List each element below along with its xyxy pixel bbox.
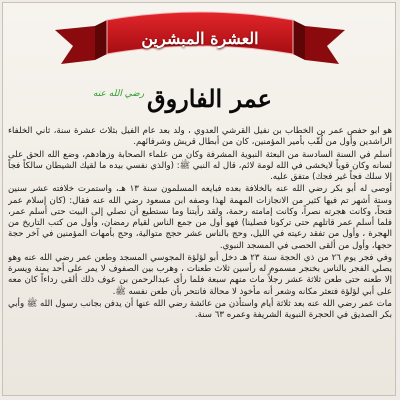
paragraph: هو أبو حفص عمر بن الخطاب بن نفيل القرشي العدوي ، ولد بعد عام الفيل بثلاث عشرة سنة، ثاني الخلفاء الراشدين وأول من لُقّب بأمير المؤمنين، كان من أبطال قريش وشرفائهم.: [8, 126, 392, 148]
honorific-text: رضي الله عنه: [93, 89, 145, 99]
paragraph: مات عمر رضي الله عنه بعد ثلاثة أيام واستأذن من عائشة رضي الله عنها أن يدفن بجانب رسول الله ﷺ وأبي بكر الصديق في الحجرة النبوية الشريفة وعمره ٦٣ سنة.: [8, 298, 392, 320]
article-body: [8, 126, 392, 394]
paragraph: أوصى له أبو بكر رضي الله عنه بالخلافة بعده فبايعه المسلمون سنة ١٣ هـ، واستمرت خلافته عشر سنين وستة أشهر تم فيها كثير من الانجازات المهمة لهذا وصفه ابن مسعود رضي الله عنه فقال: (كان إسلام عمر فتحاً، وكانت هجرته نصراً، وكانت إمامته رحمة، ولقد رأيتنا وما نستطيع أن نصلي إلى البيت حتى أسلم عمر، فلما أسلم عمر قاتلهم حتى تركونا فصلينا) فهو أول من جمع الناس لقيام رمضان، وأول من كتب التاريخ من الهجرة ، وأول من تفقد رعيته في الليل، وحج بالناس عشر حجج متوالية، وحج بأمهات المؤمنين في آخر حجة حجها، وأول من ألقى الحصى في المسجد النبوي.: [8, 184, 392, 251]
banner-title: العشرة المبشرين: [141, 29, 259, 48]
title-banner: [55, 8, 345, 70]
page-heading: عمر الفاروق: [146, 84, 272, 113]
paragraph: أسلم في السنة السادسة من البعثة النبوية المشرفة وكان من علماء الصحابة وزهادهم، وضع الله الحق على لسانه وكان قوياً لايخشى في الله لومة لائم، قال له النبي ﷺ: (والذي نفسي بيده ما لقيك الشيطان سالكاً فجاً إلا سلك فجاً غير فجك) متفق عليه.: [8, 149, 392, 182]
paragraph: وفي فجر يوم ٢٦ من ذي الحجة سنة ٢٣ هـ دخل أبو لؤلؤة المجوسي المسجد وطعن عمر رضي الله عنه وهو يصلي الفجر بالناس بخنجر مسموم له رأسين ثلاث طعنات ، وهرب بين الصفوف لا يمر على أحد يمنة ويسرة إلا طعنه حتى طعن ثلاثة عشر رجلاً مات منهم سبعة فلما رأى عبدالرحمن بن عوف ذلك ألقى رداءاً كان معه على أبي لؤلؤة فتعثر مكانه وشعر أنه مأخوذ لا محالة فانتحر بأن طعن نفسه ﷺ.: [8, 252, 392, 297]
